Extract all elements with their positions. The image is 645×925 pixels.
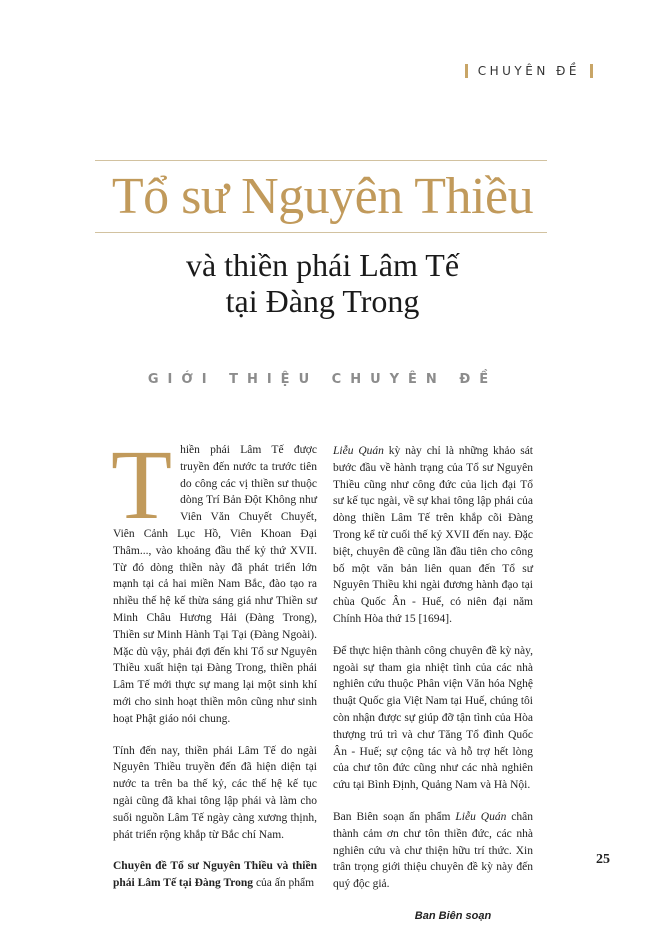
paragraph-text: kỳ này chỉ là những khảo sát bước đầu về hành trạng của Tổ sư Nguyên Thiều cũng như công đức của lịch đại Tổ sư kế tục ngài, về sự khai tông lập phái của dòng thiền Lâm Tế trên khắp cõi Đàng Trong kể từ cuối thế kỷ XVII đến nay. Đặc biệt, chuyên đề cũng lần đầu tiên cho công bố một văn bản liên quan đến Tổ sư Nguyên Thiều khi ngài đương hành đạo tại chùa Quốc Ân - Huế, có niên đại năm Chính Hòa thứ 15 [1694]. xyxy=(333,445,533,625)
paragraph-text: chân thành cảm ơn chư tôn thiền đức, các nhà nghiên cứu và chư thiện hữu trí thức. Xin trân trọng giới thiệu chuyên đề kỳ này đến quý độc giả. xyxy=(333,810,533,891)
page-number: 25 xyxy=(596,852,610,867)
drop-cap: T xyxy=(111,429,173,540)
article-subtitle xyxy=(0,247,645,319)
section-label-text: CHUYÊN ĐỀ xyxy=(477,64,580,78)
section-label xyxy=(465,64,593,78)
subtitle-line-1: và thiền phái Lâm Tế xyxy=(185,247,460,283)
paragraph: Tính đến nay, thiền phái Lâm Tế do ngài Nguyên Thiều truyền đến đã hiện diện tại nước ta trên ba thế kỷ, các thế hệ kế tục ngài cũng đã khai tông lập phái và làm cho suối nguồn Lâm Tế ngày càng xương thịnh, phát triển rộng khắp từ Bắc chí Nam. xyxy=(113,744,317,841)
paragraph-text: Ban Biên soạn ấn phẩm xyxy=(333,810,456,823)
paragraph xyxy=(111,429,317,728)
signature: Ban Biên soạn xyxy=(414,909,492,922)
right-column xyxy=(333,443,533,925)
paragraph xyxy=(333,443,533,628)
article-title: Tổ sư Nguyên Thiều xyxy=(111,168,534,225)
title-rule-bottom xyxy=(95,232,547,233)
paragraph xyxy=(333,809,533,893)
italic-text: Liễu Quán xyxy=(455,810,507,823)
left-column xyxy=(111,429,317,907)
italic-text: Liễu Quán xyxy=(333,445,384,457)
paragraph-text: của ấn phẩm xyxy=(253,877,315,890)
paragraph xyxy=(113,858,317,892)
accent-bar-right xyxy=(590,64,593,78)
intro-heading: GIỚI THIỆU CHUYÊN ĐỀ xyxy=(147,372,498,387)
paragraph-text: hiền phái Lâm Tế được truyền đến nước ta trước tiên do công các vị thiền sư thuộc dòng Trí Bản Đột Không như Viên Văn Chuyết Chuyết, Viên Cảnh Lục Hồ, Viên Khoan Đại Thâm..., vào khoảng đầu thế kỷ thứ XVII. Từ đó dòng thiền này đã phát triển lớn mạnh tại cả hai miền Nam Bắc, đào tạo ra nhiều thế hệ kế thừa sáng giá như Thiền sư Minh Châu Hương Hải (Đàng Trong), Thiền sư Minh Hành Tại Tại (Đàng Ngoài). Mặc dù vậy, phải đợi đến khi Tổ sư Nguyên Thiều xuất hiện tại Đàng Trong, thiền phái Lâm Tế mới thực sự mang lại một sinh khí mới cho sinh hoạt thiền môn cũng như sinh hoạt Phật giáo nói chung. xyxy=(113,444,317,725)
bold-text: Chuyên đề Tổ sư Nguyên Thiều và thiền phái Lâm Tế tại Đàng Trong xyxy=(113,860,317,890)
title-rule-top xyxy=(95,160,547,161)
subtitle-line-2: tại Đàng Trong xyxy=(225,283,420,319)
paragraph: Để thực hiện thành công chuyên đề kỳ này, ngoài sự tham gia nhiệt tình của các nhà nghiên cứu thuộc Phân viện Văn hóa Nghệ thuật Quốc gia Việt Nam tại Huế, chúng tôi còn nhận được sự giúp đỡ tận tình của Hòa thượng trú trì và chư Tăng Tổ đình Quốc Ân - Huế; sự cộng tác và hỗ trợ hết lòng của chư tôn đức cũng như các nhà nghiên cứu tại Bình Định, Quảng Nam và Hà Nội. xyxy=(333,644,533,792)
